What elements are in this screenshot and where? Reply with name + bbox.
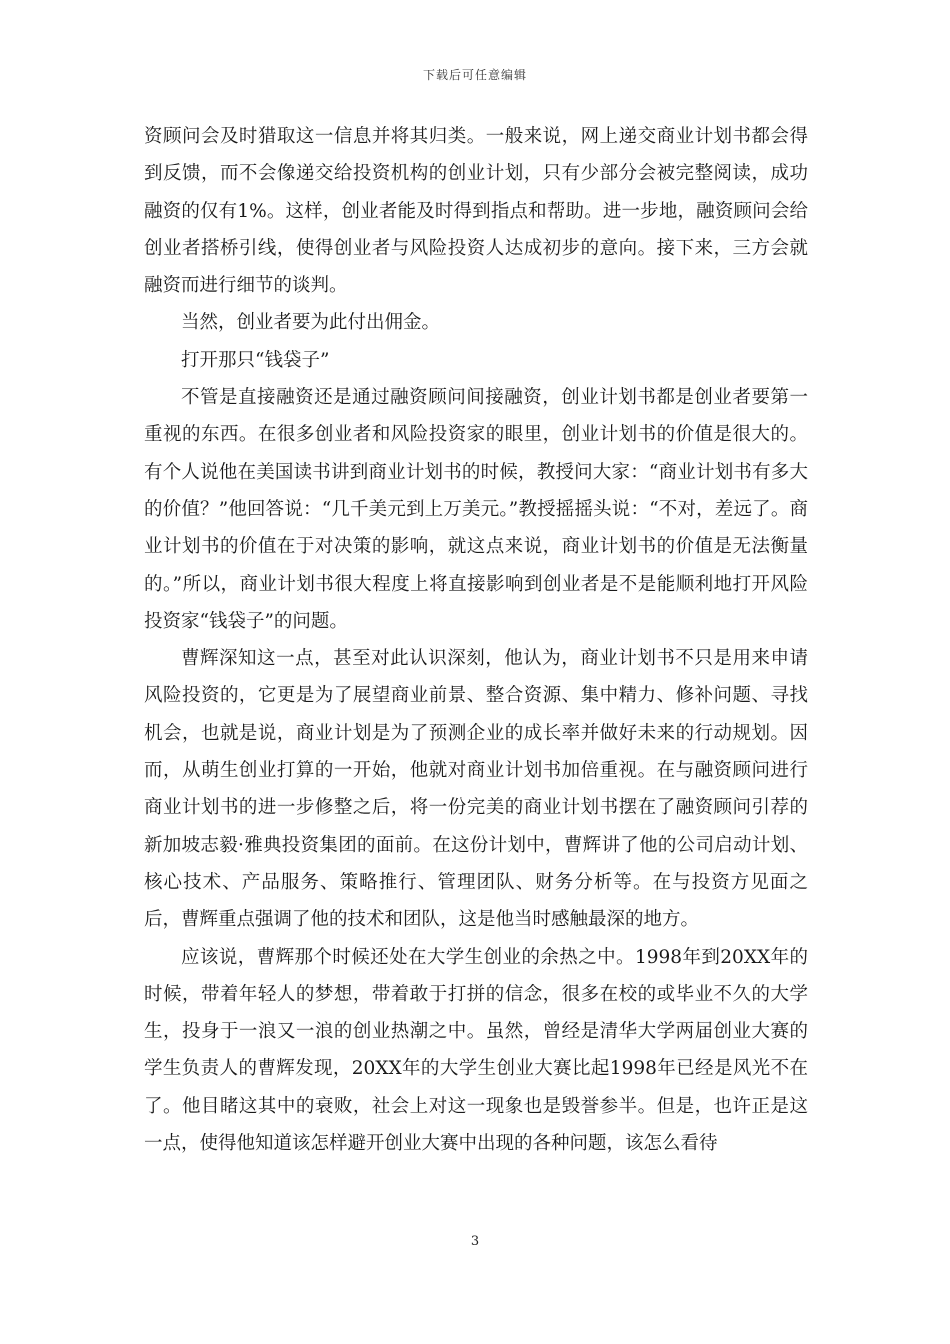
paragraph-3: 不管是直接融资还是通过融资顾问间接融资，创业计划书都是创业者要第一重视的东西。在很多创业者和风险投资家的眼里，创业计划书的价值是很大的。有个人说他在美国读书讲到商业计划书的时候，教授问大家：“商业计划书有多大的价值？”他回答说：“几千美元到上万美元。”教授摇摇头说：“不对，差远了。商业计划书的价值在于对决策的影响，就这点来说，商业计划书的价值是无法衡量的。”所以，商业计划书很大程度上将直接影响到创业者是不是能顺利地打开风险投资家“钱袋子”的问题。: [144, 387, 808, 632]
document-body: [144, 118, 808, 1162]
paragraph-5: 应该说，曹辉那个时候还处在大学生创业的余热之中。1998年到20XX年的时候，带着年轻人的梦想，带着敢于打拼的信念，很多在校的或毕业不久的大学生，投身于一浪又一浪的创业热潮之中。虽然，曾经是清华大学两届创业大赛的学生负责人的曹辉发现，20XX年的大学生创业大赛比起1998年已经是风光不在了。他目睹这其中的衰败，社会上对这一现象也是毁誉参半。但是，也许正是这一点，使得他知道该怎样避开创业大赛中出现的各种问题，该怎么看待: [144, 946, 808, 1155]
page-number: 3: [470, 1234, 480, 1249]
paragraph-4: 曹辉深知这一点，甚至对此认识深刻，他认为，商业计划书不只是用来申请风险投资的，它更是为了展望商业前景、整合资源、集中精力、修补问题、寻找机会，也就是说，商业计划是为了预测企业的成长率并做好未来的行动规划。因而，从萌生创业打算的一开始，他就对商业计划书加倍重视。在与融资顾问进行商业计划书的进一步修整之后，将一份完美的商业计划书摆在了融资顾问引荐的新加坡志毅·雅典投资集团的面前。在这份计划中，曹辉讲了他的公司启动计划、核心技术、产品服务、策略推行、管理团队、财务分析等。在与投资方见面之后，曹辉重点强调了他的技术和团队，这是他当时感触最深的地方。: [144, 648, 808, 931]
paragraph-2: 当然，创业者要为此付出佣金。: [181, 312, 441, 334]
page-header: 下载后可任意编辑: [422, 68, 527, 82]
paragraph-1: 资顾问会及时猎取这一信息并将其归类。一般来说，网上递交商业计划书都会得到反馈，而不会像递交给投资机构的创业计划，只有少部分会被完整阅读，成功融资的仅有1%。这样，创业者能及时得到指点和帮助。进一步地，融资顾问会给创业者搭桥引线，使得创业者与风险投资人达成初步的意向。接下来，三方会就融资而进行细节的谈判。: [144, 126, 808, 297]
section-heading: 打开那只“钱袋子”: [181, 349, 330, 371]
